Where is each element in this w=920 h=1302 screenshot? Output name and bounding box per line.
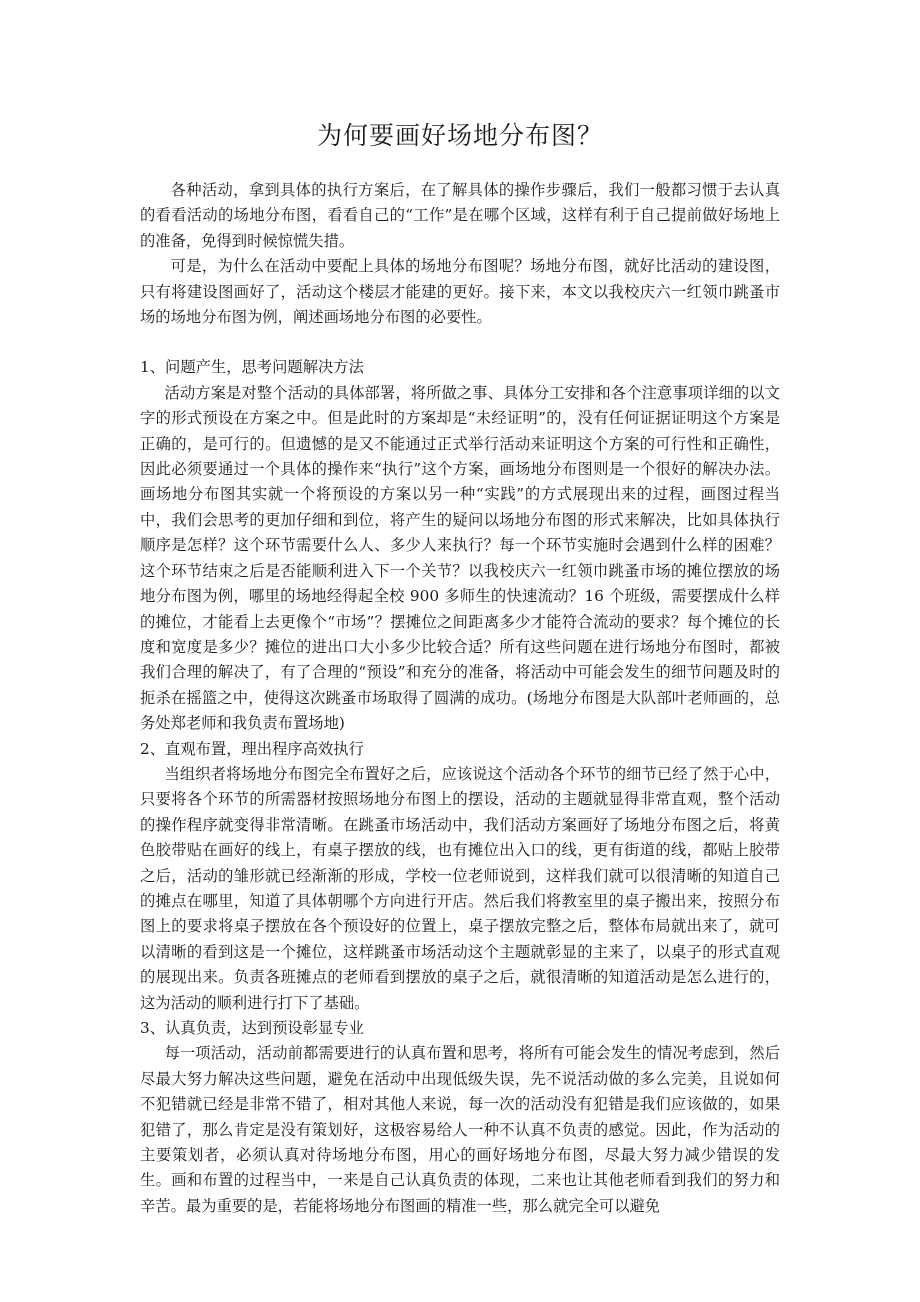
section-heading-1: 1、问题产生，思考问题解决方法 (140, 358, 364, 377)
intro-paragraph-1: 各种活动，拿到具体的执行方案后，在了解具体的操作步骤后，我们一般都习惯于去认真的看看活动的场地分布图，看看自己的“工作”是在哪个区域，这样有利于自己提前做好场地上的准备，免得到时候惊慌失措。 (140, 181, 780, 250)
section-heading-3: 3、认真负责，达到预设彰显专业 (140, 1019, 364, 1037)
section-heading-2: 2、直观布置，理出程序高效执行 (140, 739, 364, 758)
section-body-2: 当组织者将场地分布图完全布置好之后，应该说这个活动各个环节的细节已经了然于心中，只要将各个环节的所需器材按照场地分布图上的摆设，活动的主题就显得非常直观，整个活动的操作程序就变得非常清晰。在跳蚤市场活动中，我们活动方案画好了场地分布图之后，将黄色胶带贴在画好的线上，有桌子摆放的线，也有摊位出入口的线，更有街道的线，都贴上胶带之后，活动的雏形就已经渐渐的形成，学校一位老师说到，这样我们就可以很清晰的知道自己的摊点在哪里，知道了具体朝哪个方向进行开店。然后我们将教室里的桌子搬出来，按照分布图上的要求将桌子摆放在各个预设好的位置上，桌子摆放完整之后，整体布局就出来了，就可以清晰的看到这是一个摊位，这样跳蚤市场活动这个主题就彰显的主来了，以桌子的形式直观的展现出来。负责各班摊点的老师看到摆放的桌子之后，就很清晰的知道活动是怎么进行的，这为活动的顺利进行打下了基础。 (140, 764, 780, 1012)
intro-paragraph-2: 可是，为什么在活动中要配上具体的场地分布图呢？场地分布图，就好比活动的建设图，只有将建设图画好了，活动这个楼层才能建的更好。接下来，本文以我校庆六一红领巾跳蚤市场的场地分布图为例，阐述画场地分布图的必要性。 (140, 257, 780, 327)
section-body-1: 活动方案是对整个活动的具体部署，将所做之事、具体分工安排和各个注意事项详细的以文字的形式预设在方案之中。但是此时的方案却是“未经证明”的，没有任何证据证明这个方案是正确的，是可行的。但遗憾的是又不能通过正式举行活动来证明这个方案的可行性和正确性，因此必须要通过一个具体的操作来“执行”这个方案，画场地分布图则是一个很好的解决办法。画场地分布图其实就一个将预设的方案以另一种“实践”的方式展现出来的过程，画图过程当中，我们会思考的更加仔细和到位，将产生的疑问以场地分布图的形式来解决，比如具体执行顺序是怎样？这个环节需要什么人、多少人来执行？每一个环节实施时会遇到什么样的困难？这个环节结束之后是否能顺利进入下一个关节？以我校庆六一红领巾跳蚤市场的摊位摆放的场地分布图为例，哪里的场地经得起全校 900 多师生的快速流动？16 个班级，需要摆成什么样的摊位，才能看上去更像个“市场”？摆摊位之间距离多少才能符合流动的要求？每个摊位的长度和宽度是多少？摊位的进出口大小多少比较合适？所有这些问题在进行场地分布图时，都被我们合理的解决了，有了合理的“预设”和充分的准备，将活动中可能会发生的细节问题及时的扼杀在摇篮之中，使得这次跳蚤市场取得了圆满的成功。(场地分布图是大队部叶老师画的，总务处郑老师和我负责布置场地) (140, 383, 780, 733)
paragraph-gap (140, 330, 780, 355)
page-title: 为何要画好场地分布图？ (316, 121, 603, 150)
section-body-3: 每一项活动，活动前都需要进行的认真布置和思考，将所有可能会发生的情况考虑到，然后尽最大努力解决这些问题，避免在活动中出现低级失误，先不说活动做的多么完美，且说如何不犯错就已经是非常不错了，相对其他人来说，每一次的活动没有犯错是我们应该做的，如果犯错了，那么肯定是没有策划好，这极容易给人一种不认真不负责的感觉。因此，作为活动的主要策划者，必须认真对待场地分布图，用心的画好场地分布图，尽最大努力减少错误的发生。画和布置的过程当中，一来是自己认真负责的体现，二来也让其他老师看到我们的努力和辛苦。最为重要的是，若能将场地分布图画的精准一些，那么就完全可以避免 (140, 1044, 780, 1215)
document-body (140, 178, 780, 1219)
